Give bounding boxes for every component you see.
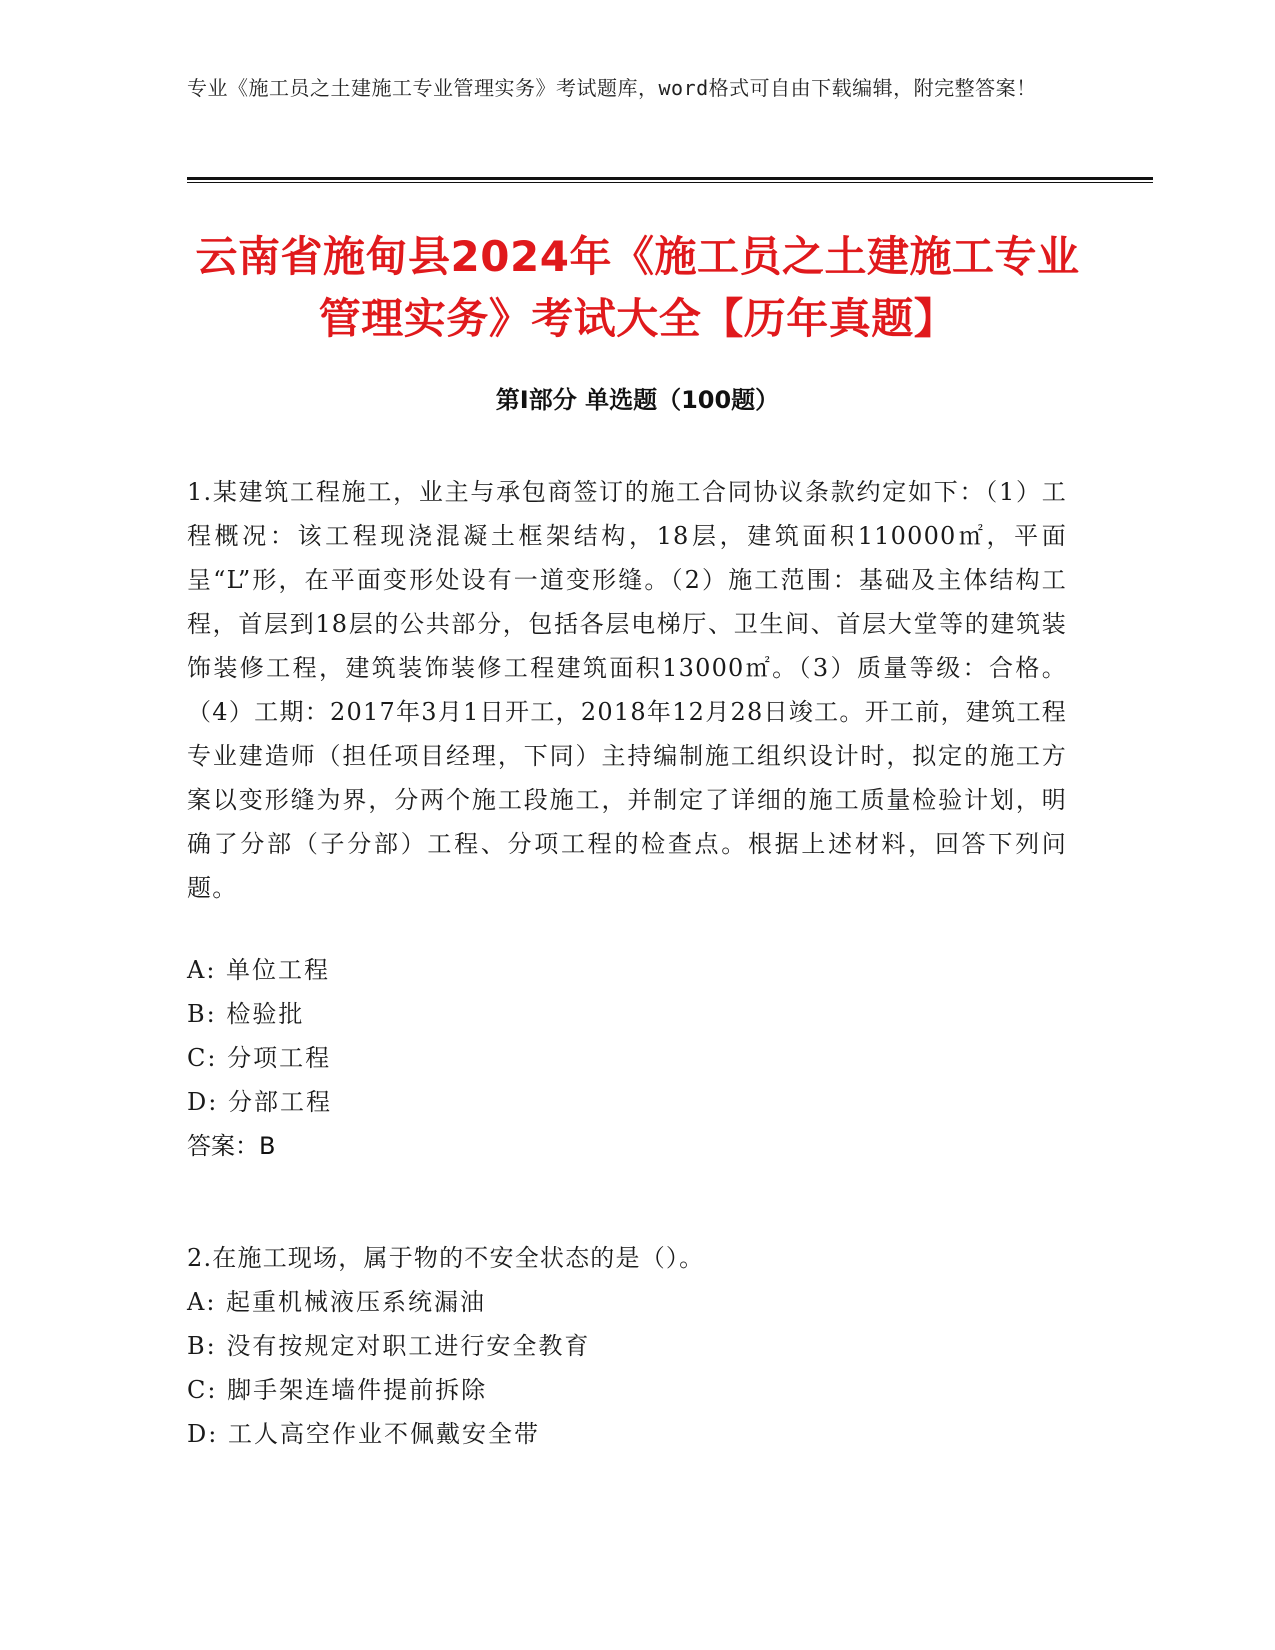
question-1-option-b: B: 检验批 [187,1000,305,1028]
question-2-option-d: D: 工人高空作业不佩戴安全带 [187,1420,540,1448]
question-2-option-b: B: 没有按规定对职工进行安全教育 [187,1332,591,1360]
question-2-stem: 2.在施工现场，属于物的不安全状态的是（）。 [187,1244,705,1272]
question-1-option-c: C: 分项工程 [187,1044,332,1072]
question-1-answer: 答案：B [187,1132,276,1160]
question-1-stem: 1.某建筑工程施工，业主与承包商签订的施工合同协议条款约定如下：（1）工程概况：该工程现浇混凝土框架结构，18层，建筑面积110000㎡，平面呈“L”形，在平面变形处设有一道变形缝。（2）施工范围：基础及主体结构工程，首层到18层的公共部分，包括各层电梯厅、卫生间、首层大堂等的建筑装饰装修工程，建筑装饰装修工程建筑面积13000㎡。（3）质量等级：合格。（4）工期：2017年3月1日开工，2018年12月28日竣工。开工前，建筑工程专业建造师（担任项目经理，下同）主持编制施工组织设计时，拟定的施工方案以变形缝为界，分两个施工段施工，并制定了详细的施工质量检验计划，明确了分部（子分部）工程、分项工程的检查点。根据上述材料，回答下列问题。 [187,478,1067,902]
header-note: 专业《施工员之土建施工专业管理实务》考试题库，word格式可自由下载编辑，附完整答案！ [187,76,1037,100]
header-divider-thin [187,182,1153,183]
question-1-option-a: A: 单位工程 [187,956,331,984]
question-2-option-a: A: 起重机械液压系统漏油 [187,1288,487,1316]
section-heading: 第Ⅰ部分 单选题（100题） [495,386,780,414]
question-1-option-d: D: 分部工程 [187,1088,332,1116]
header-divider-thick [187,177,1153,180]
question-2-option-c: C: 脚手架连墙件提前拆除 [187,1376,488,1404]
document-title: 云南省施甸县2024年《施工员之土建施工专业管理实务》考试大全【历年真题】 [195,232,1080,343]
